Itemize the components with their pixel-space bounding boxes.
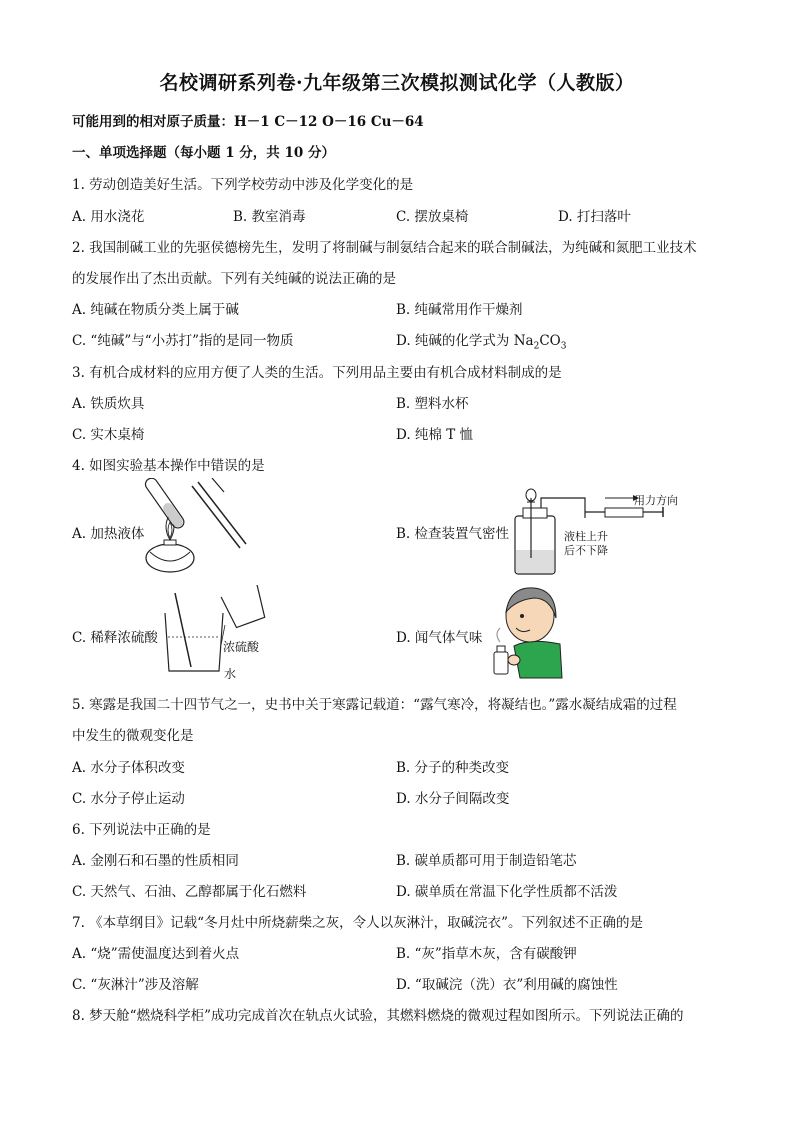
q5-option-c[interactable]: C. 水分子停止运动	[72, 791, 185, 807]
q3-option-c[interactable]: C. 实木桌椅	[72, 427, 145, 443]
q4-option-d[interactable]: D. 闻气体气味	[396, 630, 483, 646]
question-5-stem-2: 中发生的微观变化是	[72, 728, 194, 744]
q6-option-b[interactable]: B. 碳单质都可用于制造铅笔芯	[396, 853, 577, 869]
q3-option-a[interactable]: A. 铁质炊具	[72, 396, 145, 412]
dilute-sulfuric-acid-figure	[155, 585, 275, 677]
q6-option-c[interactable]: C. 天然气、石油、乙醇都属于化石燃料	[72, 884, 307, 900]
question-8-stem: 8. 梦天舱“燃烧科学柜”成功完成首次在轨点火试验，其燃料燃烧的微观过程如图所示。下列说法正确的	[72, 1008, 684, 1024]
q2-d-sub2: 3	[560, 341, 567, 352]
q5-option-a[interactable]: A. 水分子体积改变	[72, 760, 185, 776]
q4-option-b[interactable]: B. 检查装置气密性	[396, 526, 510, 542]
question-6-stem: 6. 下列说法中正确的是	[72, 822, 211, 838]
q2-option-d[interactable]	[396, 329, 566, 352]
question-1-stem: 1. 劳动创造美好生活。下列学校劳动中涉及化学变化的是	[72, 177, 414, 193]
q2-d-sub1: 2	[533, 341, 540, 352]
q7-option-c[interactable]: C. “灰淋汁”涉及溶解	[72, 977, 199, 993]
question-5-stem-1: 5. 寒露是我国二十四节气之一，史书中关于寒露记载道：“露气寒冷，将凝结也。”露水凝结成霜的过程	[72, 697, 677, 713]
q1-option-d[interactable]: D. 打扫落叶	[558, 209, 631, 225]
label-conc-acid: 浓硫酸	[223, 640, 260, 654]
q6-option-a[interactable]: A. 金刚石和石墨的性质相同	[72, 853, 239, 869]
q6-option-d[interactable]: D. 碳单质在常温下化学性质都不活泼	[396, 884, 618, 900]
question-7-stem: 7. 《本草纲目》记载“冬月灶中所烧薪柴之灰，令人以灰淋汁，取碱浣衣”。下列叙述不正确的是	[72, 915, 643, 931]
label-water: 水	[224, 667, 237, 681]
question-4-stem: 4. 如图实验基本操作中错误的是	[72, 458, 265, 474]
q4-option-a[interactable]: A. 加热液体	[72, 526, 145, 542]
q7-option-b[interactable]: B. “灰”指草木灰，含有碳酸钾	[396, 946, 577, 962]
atomic-mass-line: 可能用到的相对原子质量：H－1 C－12 O－16 Cu－64	[72, 114, 424, 130]
smell-gas-figure	[490, 582, 570, 680]
q1-option-c[interactable]: C. 摆放桌椅	[396, 209, 469, 225]
question-2-stem-1: 2. 我国制碱工业的先驱侯德榜先生，发明了将制碱与制氨结合起来的联合制碱法，为纯碱和氮肥工业技术	[72, 240, 697, 256]
q5-option-b[interactable]: B. 分子的种类改变	[396, 760, 510, 776]
q3-option-b[interactable]: B. 塑料水杯	[396, 396, 469, 412]
q2-option-b[interactable]: B. 纯碱常用作干燥剂	[396, 302, 523, 318]
q7-option-a[interactable]: A. “烧”需使温度达到着火点	[72, 946, 240, 962]
q3-option-d[interactable]: D. 纯棉 T 恤	[396, 427, 474, 443]
label-not-fall: 后不下降	[564, 544, 608, 557]
q2-option-c[interactable]: C. “纯碱”与“小苏打”指的是同一物质	[72, 333, 294, 349]
heating-liquid-figure	[140, 478, 250, 578]
question-3-stem: 3. 有机合成材料的应用方便了人类的生活。下列用品主要由有机合成材料制成的是	[72, 365, 562, 381]
question-2-stem-2: 的发展作出了杰出贡献。下列有关纯碱的说法正确的是	[72, 271, 396, 287]
q2-d-mid: CO	[539, 333, 561, 349]
page-title: 名校调研系列卷·九年级第三次模拟测试化学（人教版）	[159, 72, 635, 94]
q4-option-c[interactable]: C. 稀释浓硫酸	[72, 630, 158, 646]
q7-option-d[interactable]: D. “取碱浣（洗）衣”利用碱的腐蚀性	[396, 977, 618, 993]
q2-d-text: D. 纯碱的化学式为 Na	[396, 333, 534, 349]
q2-option-a[interactable]: A. 纯碱在物质分类上属于碱	[72, 302, 239, 318]
section-heading: 一、单项选择题（每小题 1 分，共 10 分）	[72, 145, 335, 161]
q5-option-d[interactable]: D. 水分子间隔改变	[396, 791, 510, 807]
q1-option-b[interactable]: B. 教室消毒	[233, 209, 306, 225]
label-column-rises: 液柱上升	[564, 530, 608, 543]
label-force-direction: 用力方向	[634, 494, 678, 507]
q1-option-a[interactable]: A. 用水浇花	[72, 209, 145, 225]
